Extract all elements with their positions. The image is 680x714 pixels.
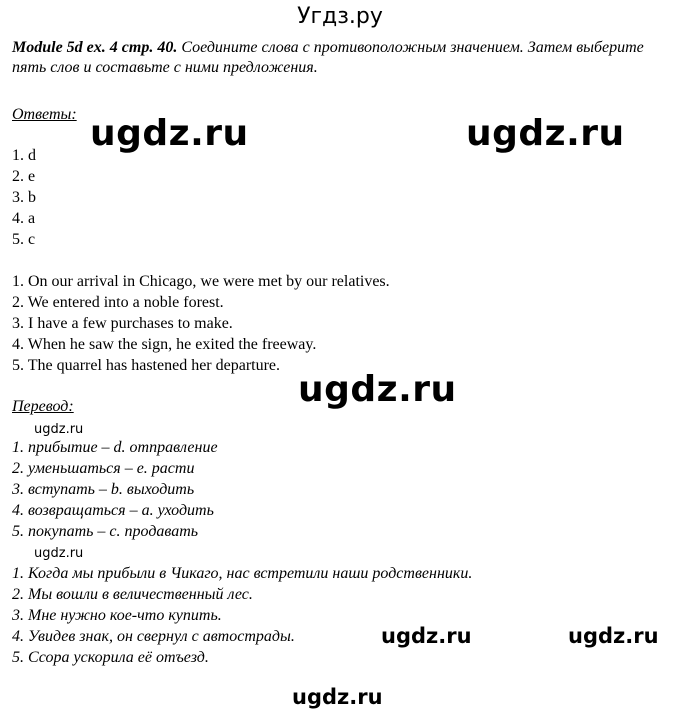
translation-pair: 1. прибытие – d. отправление bbox=[12, 439, 218, 456]
watermark: ugdz.ru bbox=[298, 369, 457, 410]
answer-item: 3. b bbox=[12, 189, 36, 206]
translation-sentences-list bbox=[12, 563, 472, 668]
translation-sentence: 3. Мне нужно кое-что купить. bbox=[12, 607, 222, 624]
watermark: ugdz.ru bbox=[34, 422, 84, 437]
watermark: ugdz.ru bbox=[466, 113, 625, 154]
task-label: Module 5d ex. 4 стр. 40. bbox=[12, 39, 178, 56]
watermark: ugdz.ru bbox=[292, 685, 383, 709]
watermark: ugdz.ru bbox=[90, 113, 249, 154]
translation-pairs-list bbox=[12, 437, 218, 542]
watermark: ugdz.ru bbox=[568, 624, 659, 648]
answers-heading: Ответы: bbox=[12, 106, 77, 123]
sentence-item: 1. On our arrival in Chicago, we were met by our relatives. bbox=[12, 273, 390, 290]
answer-item: 5. c bbox=[12, 231, 36, 248]
answer-item: 4. a bbox=[12, 210, 36, 227]
answer-item: 2. e bbox=[12, 168, 36, 185]
translation-pair: 2. уменьшаться – е. расти bbox=[12, 460, 195, 477]
task-statement bbox=[12, 38, 672, 78]
watermark: ugdz.ru bbox=[381, 624, 472, 648]
translation-pair: 4. возвращаться – а. уходить bbox=[12, 502, 214, 519]
translation-sentence: 2. Мы вошли в величественный лес. bbox=[12, 586, 253, 603]
sentence-item: 2. We entered into a noble forest. bbox=[12, 294, 224, 311]
watermark: ugdz.ru bbox=[34, 546, 84, 561]
site-title: Угдз.ру bbox=[297, 4, 383, 29]
answer-item: 1. d bbox=[12, 147, 36, 164]
answers-list bbox=[12, 145, 36, 250]
sentence-item: 5. The quarrel has hastened her departure. bbox=[12, 357, 281, 374]
translation-pair: 5. покупать – с. продавать bbox=[12, 523, 199, 540]
translation-sentence: 1. Когда мы прибыли в Чикаго, нас встретили наши родственники. bbox=[12, 565, 473, 582]
translation-sentence: 5. Ссора ускорила её отъезд. bbox=[12, 649, 209, 666]
sentence-item: 3. I have a few purchases to make. bbox=[12, 315, 233, 332]
sentence-item: 4. When he saw the sign, he exited the freeway. bbox=[12, 336, 317, 353]
translation-pair: 3. вступать – b. выходить bbox=[12, 481, 195, 498]
translation-heading: Перевод: bbox=[12, 398, 74, 415]
sentences-list bbox=[12, 271, 390, 376]
task-text: Соедините слова с противоположным значением. Затем выберите пять слов и составьте с ними предложения. bbox=[12, 39, 644, 76]
translation-sentence: 4. Увидев знак, он свернул с автострады. bbox=[12, 628, 295, 645]
